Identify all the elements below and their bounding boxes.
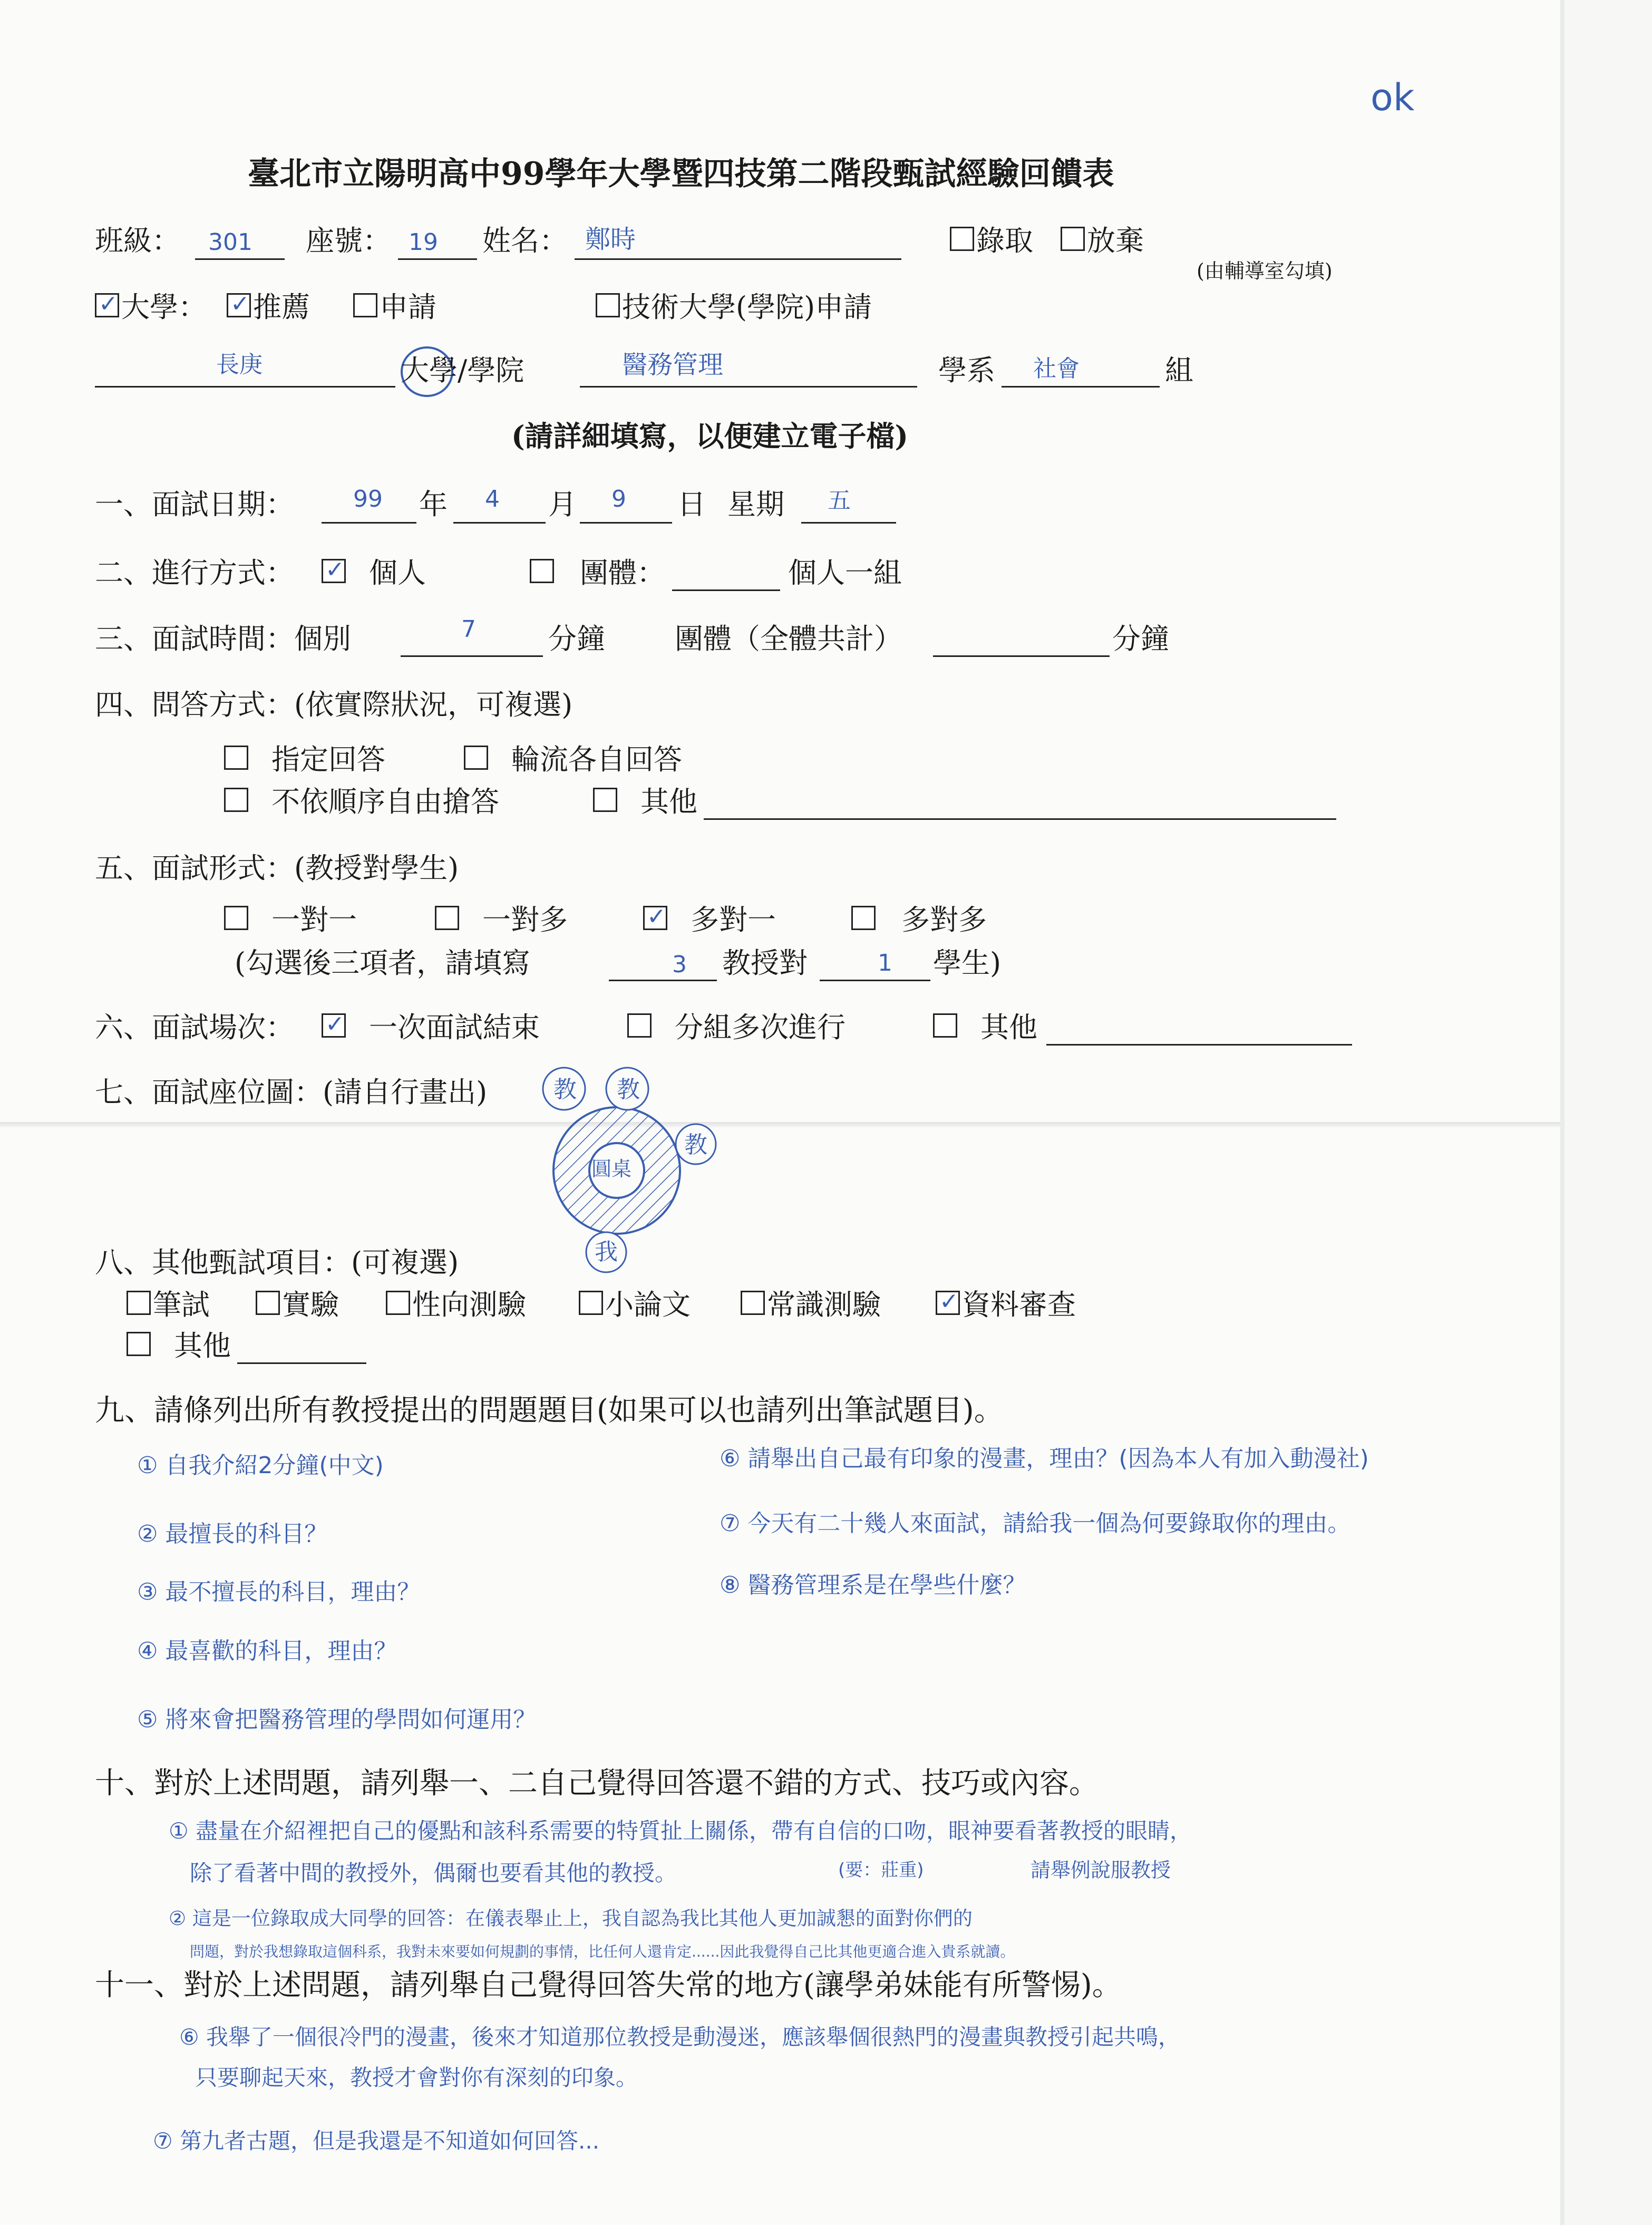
q1-month-line bbox=[453, 522, 546, 524]
q4-option-label: 指定回答 bbox=[271, 743, 385, 776]
q8-label: 八、其他甄試項目：(可複選) bbox=[95, 1246, 459, 1279]
q10-answer: ① 盡量在介紹裡把自己的優點和該科系需要的特質扯上關係，帶有自信的口吻，眼神要看著教授的眼睛， bbox=[169, 1818, 1192, 1844]
q2-group-checkbox[interactable] bbox=[530, 559, 554, 583]
q3-individual-line bbox=[401, 655, 543, 657]
diagram-label: 我 bbox=[595, 1239, 618, 1265]
school-line bbox=[95, 386, 395, 388]
instruction: (請詳細填寫，以便建立電子檔) bbox=[511, 419, 909, 453]
q1-weekday-label: 星期 bbox=[727, 488, 784, 521]
q1-day-line bbox=[580, 522, 672, 524]
q5-student-line bbox=[820, 980, 930, 981]
q6-option-label: 其他 bbox=[980, 1011, 1037, 1044]
diagram-label: 教 bbox=[617, 1076, 640, 1103]
class-line bbox=[195, 258, 285, 260]
q9-answer: ③ 最不擅長的科目，理由？ bbox=[137, 1579, 421, 1605]
q1-day: 9 bbox=[611, 486, 626, 512]
recommend-checkbox[interactable]: ✓ bbox=[227, 293, 251, 317]
group-line bbox=[1002, 386, 1160, 388]
q2-individual-checkbox[interactable]: ✓ bbox=[322, 559, 346, 583]
waived-label: 放棄 bbox=[1087, 224, 1144, 257]
school-suffix: 大學/學院 bbox=[401, 354, 524, 387]
q2-label: 二、進行方式： bbox=[95, 556, 294, 589]
q1-weekday-line bbox=[801, 522, 896, 524]
q11-answer: ⑦ 第九者古題，但是我還是不知道如何回答... bbox=[153, 2128, 600, 2154]
q10-answer: 請舉例說服教授 bbox=[1031, 1859, 1171, 1882]
q8-other-line bbox=[237, 1362, 366, 1364]
q10-answer: (要：莊重) bbox=[838, 1860, 924, 1881]
page-title: 臺北市立陽明高中99學年大學暨四技第二階段甄試經驗回饋表 bbox=[248, 156, 1114, 192]
seat-value: 19 bbox=[409, 229, 438, 256]
q4-option-label: 不依順序自由搶答 bbox=[271, 785, 499, 818]
q5-option-label: 多對多 bbox=[901, 903, 987, 936]
apply-label: 申請 bbox=[380, 291, 436, 324]
group-value: 社會 bbox=[1033, 355, 1080, 382]
q9-answer: ⑥ 請舉出自己最有印象的漫畫，理由？(因為本人有加入動漫社) bbox=[720, 1445, 1369, 1472]
q5-option-label: 多對一 bbox=[691, 903, 776, 936]
class-label: 班級： bbox=[95, 224, 180, 257]
q1-month-label: 月 bbox=[548, 488, 577, 521]
q5-professors: 3 bbox=[672, 951, 687, 978]
q2-group-suffix: 個人一組 bbox=[788, 556, 902, 589]
diagram-label: 教 bbox=[553, 1076, 577, 1103]
q3-group-line bbox=[933, 655, 1110, 657]
q1-weekday: 五 bbox=[828, 487, 851, 514]
q4-option-label: 其他 bbox=[640, 785, 697, 818]
q4-option-checkbox[interactable] bbox=[224, 746, 248, 770]
q3-individual-value: 7 bbox=[461, 616, 476, 643]
q8-option-checkbox[interactable] bbox=[127, 1332, 151, 1356]
admitted-checkbox[interactable] bbox=[950, 227, 974, 251]
tech-checkbox[interactable] bbox=[596, 293, 620, 317]
tech-label: 技術大學(學院)申請 bbox=[622, 291, 872, 324]
university-label: 大學： bbox=[121, 291, 207, 324]
q5-suffix: 學生) bbox=[933, 946, 1002, 980]
name-label: 姓名： bbox=[482, 224, 568, 257]
q2-group-line bbox=[672, 589, 780, 591]
admitted-label: 錄取 bbox=[976, 224, 1033, 257]
q2-group-label: 團體： bbox=[580, 556, 665, 589]
class-value: 301 bbox=[208, 229, 252, 256]
q5-professor-line bbox=[609, 980, 717, 981]
q5-option-checkbox[interactable] bbox=[435, 906, 459, 930]
q8-option-checkbox[interactable] bbox=[741, 1291, 765, 1315]
q10-answer: ② 這是一位錄取成大同學的回答：在儀表舉止上，我自認為我比其他人更加誠懇的面對你們的 bbox=[169, 1907, 973, 1930]
q10-label: 十、對於上述問題，請列舉一、二自己覺得回答還不錯的方式、技巧或內容。 bbox=[95, 1766, 1099, 1801]
q1-label: 一、面試日期： bbox=[95, 488, 294, 521]
q8-option-checkbox[interactable] bbox=[386, 1291, 410, 1315]
paper-fold bbox=[0, 1122, 1560, 1127]
q10-answer: 問題，對於我想錄取這個科系，我對未來要如何規劃的事情，比任何人還肯定......因此我覺得自己比其他更適合進入貴系就讀。 bbox=[190, 1943, 1015, 1960]
q11-label: 十一、對於上述問題，請列舉自己覺得回答失常的地方(讓學弟妹能有所警惕)。 bbox=[95, 1968, 1122, 2003]
q8-option-checkbox[interactable] bbox=[256, 1291, 280, 1315]
q6-option-checkbox[interactable]: ✓ bbox=[322, 1013, 346, 1038]
q1-year-label: 年 bbox=[419, 488, 448, 521]
q9-answer: ① 自我介紹2分鐘(中文) bbox=[137, 1452, 384, 1479]
q6-option-label: 一次面試結束 bbox=[369, 1011, 540, 1044]
q9-label: 九、請條列出所有教授提出的問題題目(如果可以也請列出筆試題目)。 bbox=[95, 1394, 1004, 1428]
q3-group-label: 團體（全體共計） bbox=[675, 622, 902, 655]
q5-option-checkbox[interactable] bbox=[224, 906, 248, 930]
q9-answer: ② 最擅長的科目？ bbox=[137, 1521, 328, 1547]
q9-answer: ④ 最喜歡的科目，理由？ bbox=[137, 1638, 397, 1665]
q6-option-checkbox[interactable] bbox=[627, 1013, 652, 1038]
q8-option-checkbox[interactable]: ✓ bbox=[936, 1291, 960, 1315]
diagram-label: 圓桌 bbox=[591, 1157, 632, 1181]
q8-option-checkbox[interactable] bbox=[579, 1291, 603, 1315]
q4-other-line bbox=[704, 818, 1336, 820]
seat-label: 座號： bbox=[306, 224, 391, 257]
waived-checkbox[interactable] bbox=[1061, 227, 1085, 251]
q6-other-line bbox=[1046, 1044, 1352, 1046]
q8-option-checkbox[interactable] bbox=[127, 1291, 151, 1315]
q8-option-label: 筆試 bbox=[153, 1288, 210, 1321]
name-value: 鄭時 bbox=[585, 225, 636, 254]
q1-day-label: 日 bbox=[677, 488, 706, 521]
diagram-label: 教 bbox=[684, 1131, 707, 1158]
q4-option-label: 輪流各自回答 bbox=[511, 743, 682, 776]
q6-option-label: 分組多次進行 bbox=[675, 1011, 846, 1044]
q5-option-label: 一對多 bbox=[482, 903, 568, 936]
q1-year: 99 bbox=[353, 486, 383, 512]
q5-option-checkbox[interactable]: ✓ bbox=[643, 906, 667, 930]
q6-option-checkbox[interactable] bbox=[933, 1013, 957, 1038]
q9-answer: ⑦ 今天有二十幾人來面試，請給我一個為何要錄取你的理由。 bbox=[720, 1510, 1351, 1537]
q5-fill-prefix: (勾選後三項者，請填寫 bbox=[235, 946, 531, 980]
recommend-label: 推薦 bbox=[253, 291, 310, 324]
group-label: 組 bbox=[1165, 354, 1193, 387]
q8-option-label: 其他 bbox=[174, 1329, 231, 1362]
q4-option-checkbox[interactable] bbox=[593, 788, 617, 812]
q4-label: 四、問答方式：(依實際狀況，可複選) bbox=[95, 688, 573, 721]
q6-label: 六、面試場次： bbox=[95, 1011, 294, 1044]
q4-option-checkbox[interactable] bbox=[224, 788, 248, 812]
q8-option-label: 性向測驗 bbox=[412, 1288, 526, 1321]
q5-option-label: 一對一 bbox=[271, 903, 357, 936]
apply-checkbox[interactable] bbox=[353, 293, 377, 317]
q3-unit2: 分鐘 bbox=[1112, 622, 1169, 655]
dept-line bbox=[580, 386, 917, 388]
q11-answer: 只要聊起天來，教授才會對你有深刻的印象。 bbox=[195, 2065, 638, 2091]
q8-option-label: 常識測驗 bbox=[767, 1288, 881, 1321]
q4-option-checkbox[interactable] bbox=[464, 746, 488, 770]
seat-line bbox=[398, 258, 477, 260]
office-note: (由輔導室勾填) bbox=[1197, 259, 1333, 283]
q8-option-label: 實驗 bbox=[282, 1288, 339, 1321]
q5-mid: 教授對 bbox=[722, 946, 808, 980]
q3-label: 三、面試時間：個別 bbox=[95, 622, 351, 655]
q5-option-checkbox[interactable] bbox=[851, 906, 876, 930]
dept-label: 學系 bbox=[938, 354, 995, 387]
q10-answer: 除了看著中間的教授外，偶爾也要看其他的教授。 bbox=[190, 1860, 677, 1886]
school-value: 長庚 bbox=[216, 351, 263, 378]
name-line bbox=[575, 258, 901, 260]
q11-answer: ⑥ 我舉了一個很冷門的漫畫，後來才知道那位教授是動漫迷，應該舉個很熱門的漫畫與教授引起共鳴， bbox=[179, 2024, 1181, 2050]
q8-option-label: 小論文 bbox=[605, 1288, 691, 1321]
q1-month: 4 bbox=[485, 486, 500, 512]
dept-value: 醫務管理 bbox=[622, 350, 724, 380]
q5-label: 五、面試形式：(教授對學生) bbox=[95, 852, 459, 885]
university-checkbox[interactable]: ✓ bbox=[95, 293, 119, 317]
q8-option-label: 資料審查 bbox=[962, 1288, 1076, 1321]
q5-students: 1 bbox=[878, 950, 892, 976]
q9-answer: ⑧ 醫務管理系是在學些什麼？ bbox=[720, 1572, 1026, 1599]
corner-mark: ok bbox=[1371, 76, 1415, 119]
q7-label: 七、面試座位圖：(請自行畫出) bbox=[95, 1076, 488, 1109]
q2-individual-label: 個人 bbox=[369, 556, 426, 589]
q9-answer: ⑤ 將來會把醫務管理的學問如何運用？ bbox=[137, 1706, 537, 1733]
q3-unit: 分鐘 bbox=[548, 622, 605, 655]
q1-year-line bbox=[322, 522, 416, 524]
